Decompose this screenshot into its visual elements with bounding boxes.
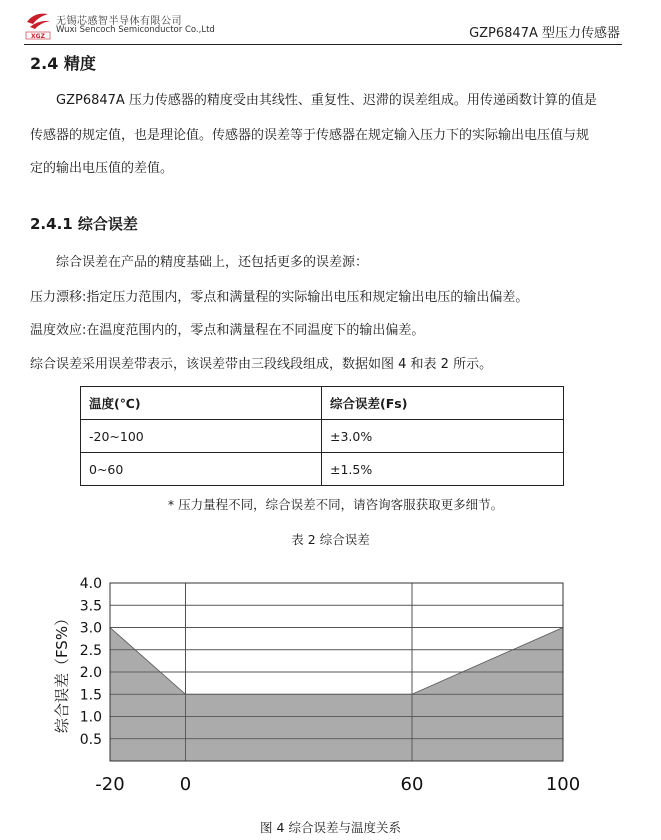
logo-text: XGZ [31,33,45,40]
x-tick-label: 60 [400,774,424,795]
y-tick-label: 3.5 [79,598,102,615]
x-tick-label: 100 [545,774,581,795]
figure-caption: 图 4 综合误差与温度关系 [260,820,401,835]
table-note: * 压力量程不同，综合误差不同，请咨询客服获取更多细节。 [167,497,504,512]
x-tick-label: 0 [179,774,192,795]
y-tick-label: 4.0 [79,576,102,592]
y-tick-label: 1.5 [79,687,102,704]
error-band-line: 综合误差采用误差带表示，该误差带由三段线段组成，数据如图 4 和表 2 所示。 [30,357,493,372]
error-temperature-chart [0,560,661,815]
table-cell: ±1.5% [322,453,564,486]
table-cell: ±3.0% [322,420,564,453]
document-title: GZP6847A 型压力传感器 [469,26,620,41]
y-tick-label: 1.0 [79,709,102,726]
table-cell: -20~100 [81,420,322,453]
section-heading-total-error: 2.4.1 综合误差 [30,215,138,233]
table-header-row [81,387,564,420]
section-heading-accuracy: 2.4 精度 [30,54,96,73]
table-header-total-error: 综合误差(Fs) [322,387,564,420]
table-row [81,453,564,486]
y-axis-label: 综合误差（FS%） [53,610,71,734]
company-name-cn: 无锡芯感智半导体有限公司 [56,16,182,27]
total-error-intro: 综合误差在产品的精度基础上，还包括更多的误差源： [56,255,369,270]
page-header [24,8,622,45]
table-header-temperature: 温度(℃) [81,387,322,420]
accuracy-paragraph-line-2: 传感器的规定值，也是理论值。传感器的误差等于传感器在规定输入压力下的实际输出电压值与规 [30,128,590,143]
y-tick-label: 0.5 [79,731,102,748]
table-row [81,420,564,453]
total-error-table [80,386,564,486]
y-tick-label: 2.0 [79,665,102,681]
company-logo-icon [24,10,52,40]
x-tick-label: -20 [95,774,125,795]
company-name-en: Wuxi Sencoch Semiconductor Co.,Ltd [56,25,215,35]
table-caption: 表 2 综合误差 [291,532,370,547]
pressure-drift-line: 压力漂移:指定压力范围内，零点和满量程的实际输出电压和规定输出电压的输出偏差。 [30,290,529,305]
y-tick-label: 2.5 [79,642,102,659]
temperature-effect-line: 温度效应:在温度范围内的，零点和满量程在不同温度下的输出偏差。 [30,323,425,338]
y-tick-label: 3.0 [79,620,102,637]
accuracy-paragraph-line-3: 定的输出电压值的差值。 [30,161,174,176]
accuracy-paragraph-line-1: GZP6847A 压力传感器的精度受由其线性、重复性、迟滞的误差组成。用传递函数计算的值是 [56,93,597,108]
table-cell: 0~60 [81,453,322,486]
